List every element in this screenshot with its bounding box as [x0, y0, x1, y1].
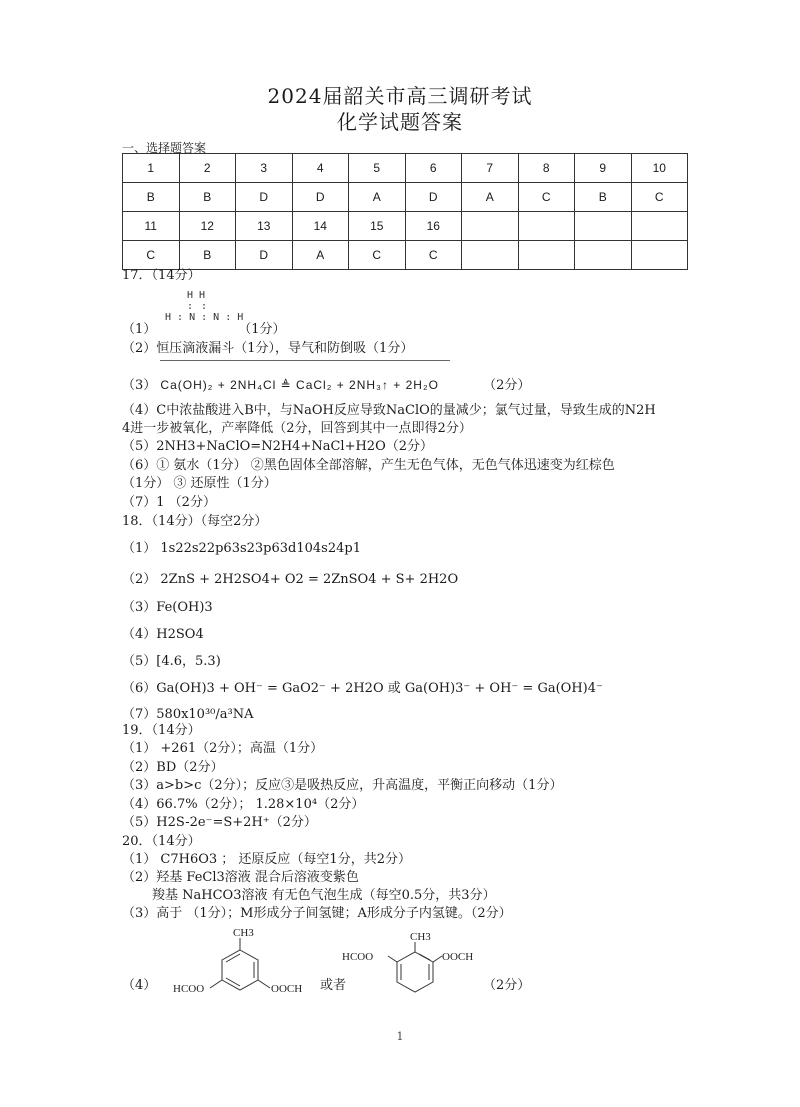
page-number: 1	[396, 1030, 404, 1043]
hydrazine-lewis-structure: H H : : H : N : N : H	[165, 290, 244, 323]
q18-line-1: （1） 1s22s22p63s23p63d104s24p1	[122, 541, 361, 556]
answer-table-cell: 16	[405, 212, 462, 241]
q19-line-3: （3）a>b>c（2分）；反应③是吸热反应，升高温度，平衡正向移动（1分）	[122, 778, 563, 793]
answer-table-cell: B	[123, 183, 180, 212]
answer-table-cell: C	[123, 241, 180, 270]
page-subtitle: 化学试题答案	[337, 110, 463, 134]
lewis-row-2: H : N : N : H	[165, 312, 244, 323]
answer-table-cell: C	[631, 183, 688, 212]
q20-line-1: （1） C7H6O3 ； 还原反应（每空1分，共2分）	[122, 852, 411, 867]
answer-table-cell	[631, 241, 688, 270]
answer-table-cell: 3	[236, 154, 293, 183]
answer-table-cell: 1	[123, 154, 180, 183]
answer-table-cell: A	[349, 183, 406, 212]
answer-table-cell: D	[292, 183, 349, 212]
q19-line-4: （4）66.7%（2分）； 1.28×10⁴（2分）	[122, 797, 365, 812]
q19-line-5: （5）H2S-2e⁻=S+2H⁺（2分）	[122, 815, 317, 830]
q18-line-3: （3）Fe(OH)3	[122, 600, 213, 615]
q20-l4-score: （2分）	[483, 978, 531, 993]
answer-table-cell: C	[518, 183, 575, 212]
section-choice-label: 一、选择题答案	[122, 141, 207, 155]
q17-line-4a: （4）C中浓盐酸进入B中，与NaOH反应导致NaClO的量减少；氯气过量，导致生成的N2H	[122, 403, 656, 418]
answer-table-cell	[518, 212, 575, 241]
q18-line-7: （7）580x10³⁰/a³NA	[122, 707, 254, 722]
answer-table-cell: 15	[349, 212, 406, 241]
q18-line-2: （2） 2ZnS + 2H2SO4+ O2 = 2ZnSO4 + S+ 2H2O	[122, 572, 459, 587]
q17-line-6a: （6）① 氨水（1分） ②黑色固体全部溶解，产生无色气体，无色气体迅速变为红棕色	[122, 458, 615, 473]
q20-line-2b: 羧基 NaHCO3溶液 有无色气泡生成（每空0.5分，共3分）	[152, 888, 496, 903]
q18-line-6: （6）Ga(OH)3 + OH⁻ = GaO2⁻ + 2H2O 或 Ga(OH)3⁻ + OH⁻ = Ga(OH)4⁻	[122, 681, 603, 696]
answer-table-cell: 2	[179, 154, 236, 183]
answer-table-cell: 8	[518, 154, 575, 183]
answer-table-row	[123, 212, 688, 241]
answer-table-cell: D	[405, 183, 462, 212]
q19-line-1: （1） +261（2分）；高温（1分）	[122, 741, 324, 756]
q18-heading: 18．（14分）（每空2分）	[122, 514, 268, 529]
q17-l3-score: （2分）	[483, 378, 531, 393]
answer-table-row	[123, 154, 688, 183]
q20-line-4-label: （4）	[122, 978, 157, 993]
s1-right-group: OOCH	[271, 983, 303, 995]
answer-table-cell: 10	[631, 154, 688, 183]
answer-table-cell	[462, 241, 519, 270]
q17-line-6b: （1分） ③ 还原性（1分）	[122, 476, 277, 491]
q20-line-3: （3）高于 （1分）；M形成分子间氢键；A形成分子内氢键。（2分）	[122, 906, 512, 921]
q20-or: 或者	[320, 978, 347, 993]
lewis-row-1: H H	[187, 290, 206, 301]
answer-table-cell: 7	[462, 154, 519, 183]
answer-table-cell	[631, 212, 688, 241]
q17-line-3	[122, 377, 530, 394]
answer-table-cell: 13	[236, 212, 293, 241]
q17-line-1	[122, 322, 286, 338]
s2-methyl: CH3	[410, 931, 431, 943]
s2-right-group: OOCH	[442, 951, 474, 963]
answer-table-cell: D	[236, 183, 293, 212]
answer-table-cell	[575, 212, 632, 241]
q19-heading: 19．（14分）	[122, 723, 201, 738]
answer-table-cell: A	[462, 183, 519, 212]
answer-table-cell	[518, 241, 575, 270]
page-title: 2024届韶关市高三调研考试	[267, 84, 533, 108]
answer-table-cell	[575, 241, 632, 270]
answer-table-cell: C	[405, 241, 462, 270]
q17-equation: Ca(OH)₂ + 2NH₄Cl ≜ CaCl₂ + 2NH₃↑ + 2H₂O	[160, 378, 439, 392]
answer-table-row	[123, 241, 688, 270]
divider	[160, 360, 450, 361]
answer-table-row	[123, 183, 688, 212]
q18-line-4: （4）H2SO4	[122, 627, 204, 642]
q17-heading: 17．（14分）	[122, 268, 201, 283]
q17-line-2: （2）恒压滴液漏斗（1分），导气和防倒吸（1分）	[122, 341, 414, 356]
choice-answer-table	[122, 153, 688, 270]
answer-table-cell	[462, 212, 519, 241]
structure-2	[340, 928, 490, 1012]
answer-table-cell: D	[236, 241, 293, 270]
q17-l3-label: （3）	[122, 378, 157, 393]
answer-table-cell: 12	[179, 212, 236, 241]
answer-table-cell: 9	[575, 154, 632, 183]
q17-line-7: （7）1 （2分）	[122, 495, 216, 510]
s2-left-group: HCOO	[342, 951, 374, 963]
q20-heading: 20．（14分）	[122, 834, 201, 849]
q17-l1-score: （1分）	[238, 322, 286, 337]
q17-l1-label: （1）	[122, 322, 157, 337]
answer-table-cell: B	[179, 241, 236, 270]
answer-table-cell: 5	[349, 154, 406, 183]
answer-table-cell: 4	[292, 154, 349, 183]
q20-line-2: （2）羟基 FeCl3溶液 混合后溶液变紫色	[122, 870, 359, 885]
answer-table-cell: A	[292, 241, 349, 270]
answer-table-cell: 6	[405, 154, 462, 183]
s1-methyl: CH3	[233, 927, 254, 939]
q17-line-4b: 4进一步被氧化，产率降低（2分，回答到其中一点即得2分）	[122, 421, 472, 436]
answer-table-cell: B	[179, 183, 236, 212]
answer-table-cell: 11	[123, 212, 180, 241]
structure-1	[165, 922, 315, 1006]
s1-left-group: HCOO	[173, 983, 205, 995]
q17-line-5: （5）2NH3+NaClO=N2H4+NaCl+H2O（2分）	[122, 439, 434, 454]
answer-table-cell: C	[349, 241, 406, 270]
answer-table-cell: B	[575, 183, 632, 212]
q18-line-5: （5）[4.6，5.3)	[122, 654, 221, 669]
answer-table-cell: 14	[292, 212, 349, 241]
q19-line-2: （2）BD（2分）	[122, 760, 224, 775]
